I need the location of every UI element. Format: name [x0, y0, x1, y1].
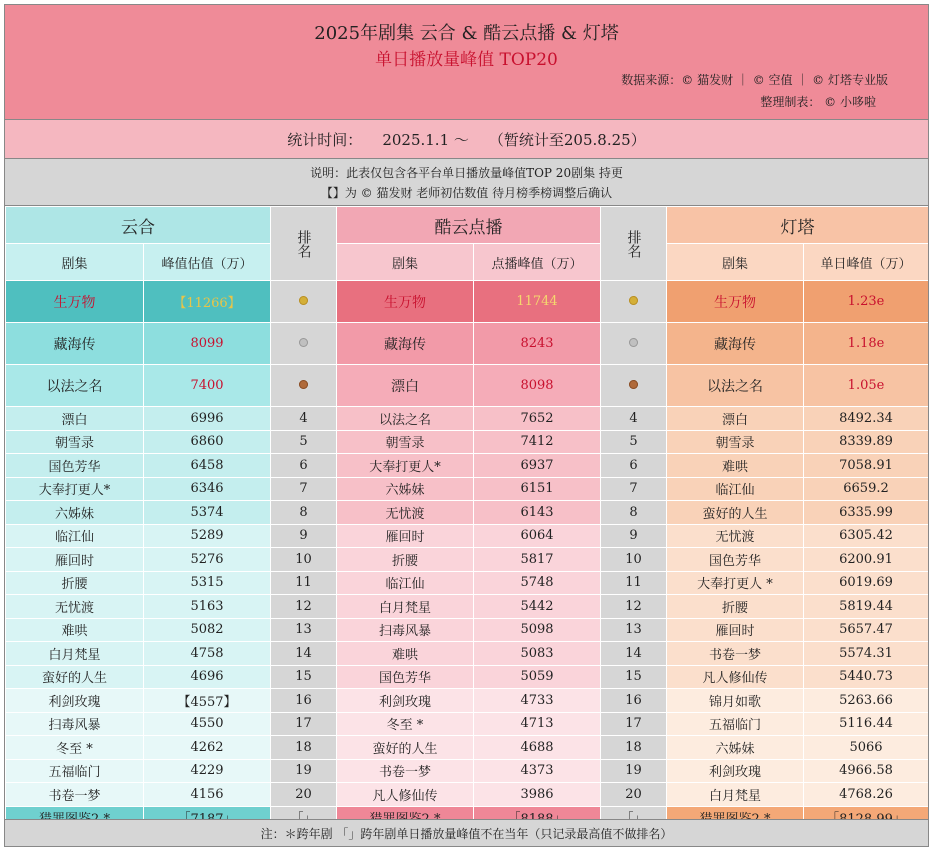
peak-value: 4156: [144, 783, 271, 807]
table-row: [6, 689, 929, 713]
peak-value: 5082: [144, 618, 271, 642]
peak-value: 8339.89: [804, 430, 929, 454]
drama-name: 临江仙: [337, 571, 474, 595]
rank-cell: 4: [271, 407, 337, 431]
col-header-drama: 剧集: [667, 244, 804, 281]
rank-cell: 7: [601, 477, 667, 501]
rank-cell: [271, 365, 337, 407]
rank-cell: 18: [601, 736, 667, 760]
peak-value: 4768.26: [804, 783, 929, 807]
drama-name: 书卷一梦: [6, 783, 144, 807]
rank-cell: 8: [601, 501, 667, 525]
peak-value: 4688: [474, 736, 601, 760]
col-header-value: 峰值估值（万）: [144, 244, 271, 281]
drama-name: 雁回时: [337, 524, 474, 548]
drama-name: 蛮好的人生: [667, 501, 804, 525]
table-row: [6, 323, 929, 365]
peak-value: 5442: [474, 595, 601, 619]
rank-cell: 4: [601, 407, 667, 431]
peak-value: 6143: [474, 501, 601, 525]
peak-value: 5289: [144, 524, 271, 548]
peak-value: 6346: [144, 477, 271, 501]
peak-value: 6019.69: [804, 571, 929, 595]
table-row: [6, 430, 929, 454]
table-row: [6, 618, 929, 642]
peak-value: 8098: [474, 365, 601, 407]
peak-value: 1.18e: [804, 323, 929, 365]
rank-header: 排名: [601, 207, 667, 281]
table-row: [6, 571, 929, 595]
drama-name: 无忧渡: [667, 524, 804, 548]
peak-value: 6937: [474, 454, 601, 478]
section-title-kuyun: 酷云点播: [337, 207, 601, 244]
rank-cell: 20: [601, 783, 667, 807]
peak-value: 6064: [474, 524, 601, 548]
rank-cell: [271, 281, 337, 323]
gold-medal-icon: [299, 296, 308, 305]
peak-value: 5276: [144, 548, 271, 572]
section-title-dengta: 灯塔: [667, 207, 929, 244]
peak-value: 1.05e: [804, 365, 929, 407]
rank-cell: 9: [271, 524, 337, 548]
rank-cell: 16: [271, 689, 337, 713]
drama-name: 临江仙: [667, 477, 804, 501]
drama-name: 凡人修仙传: [337, 783, 474, 807]
col-header-drama: 剧集: [6, 244, 144, 281]
drama-name: 生万物: [667, 281, 804, 323]
drama-name: 以法之名: [337, 407, 474, 431]
table-row: [6, 454, 929, 478]
drama-name: 以法之名: [667, 365, 804, 407]
rank-cell: 10: [271, 548, 337, 572]
peak-value: 【11266】: [144, 281, 271, 323]
drama-name: 难哄: [337, 642, 474, 666]
maker-credit: 整理制表： © 小哆啦: [760, 95, 876, 109]
col-header-value: 点播峰值（万）: [474, 244, 601, 281]
drama-name: 漂白: [6, 407, 144, 431]
peak-value: 11744: [474, 281, 601, 323]
rank-cell: 9: [601, 524, 667, 548]
rank-cell: 15: [271, 665, 337, 689]
drama-name: 藏海传: [337, 323, 474, 365]
peak-value: 6305.42: [804, 524, 929, 548]
page-title: 2025年剧集 云合 & 酷云点播 & 灯塔: [314, 23, 619, 44]
peak-value: 8243: [474, 323, 601, 365]
peak-value: 8492.34: [804, 407, 929, 431]
footer-note: 注：＊跨年剧 「」跨年剧单日播放量峰值不在当年（只记录最高值不做排名）: [5, 819, 928, 847]
peak-value: 7058.91: [804, 454, 929, 478]
stat-label: 统计时间：: [287, 130, 363, 149]
drama-name: 难哄: [667, 454, 804, 478]
drama-name: 生万物: [337, 281, 474, 323]
table-row: [6, 407, 929, 431]
peak-value: 5098: [474, 618, 601, 642]
drama-name: 冬至 *: [6, 736, 144, 760]
rank-cell: 14: [271, 642, 337, 666]
peak-value: 6659.2: [804, 477, 929, 501]
page-subtitle: 单日播放量峰值 TOP20: [375, 50, 558, 70]
peak-value: 5083: [474, 642, 601, 666]
drama-name: 无忧渡: [337, 501, 474, 525]
drama-name: 国色芳华: [6, 454, 144, 478]
peak-value: 8099: [144, 323, 271, 365]
peak-value: 【4557】: [144, 689, 271, 713]
table-row: [6, 281, 929, 323]
drama-name: 白月梵星: [337, 595, 474, 619]
drama-name: 利剑玫瑰: [6, 689, 144, 713]
drama-name: 扫毒风暴: [337, 618, 474, 642]
drama-name: 朝雪录: [337, 430, 474, 454]
peak-value: 4550: [144, 712, 271, 736]
peak-value: 6996: [144, 407, 271, 431]
drama-name: 五福临门: [667, 712, 804, 736]
table-row: [6, 783, 929, 807]
rank-cell: 10: [601, 548, 667, 572]
drama-name: 冬至 *: [337, 712, 474, 736]
peak-value: 5263.66: [804, 689, 929, 713]
section-header-row: [6, 207, 929, 244]
col-header-drama: 剧集: [337, 244, 474, 281]
drama-name: 以法之名: [6, 365, 144, 407]
drama-name: 利剑玫瑰: [337, 689, 474, 713]
table-row: [6, 524, 929, 548]
rank-cell: 12: [601, 595, 667, 619]
peak-value: 4758: [144, 642, 271, 666]
drama-name: 国色芳华: [667, 548, 804, 572]
rank-cell: [601, 365, 667, 407]
drama-name: 大奉打更人*: [337, 454, 474, 478]
peak-value: 5574.31: [804, 642, 929, 666]
drama-name: 朝雪录: [6, 430, 144, 454]
rank-cell: 11: [271, 571, 337, 595]
rank-cell: 19: [601, 759, 667, 783]
drama-name: 五福临门: [6, 759, 144, 783]
rank-cell: 7: [271, 477, 337, 501]
col-header-value: 单日峰值（万）: [804, 244, 929, 281]
peak-value: 4966.58: [804, 759, 929, 783]
ranking-table: [5, 206, 929, 830]
note-line-1: 说明：此表仅包含各平台单日播放量峰值TOP 20剧集 持更: [310, 166, 623, 180]
header: [5, 5, 928, 120]
drama-name: 折腰: [337, 548, 474, 572]
table-row: [6, 736, 929, 760]
drama-name: 蛮好的人生: [337, 736, 474, 760]
rank-cell: 18: [271, 736, 337, 760]
bronze-medal-icon: [629, 380, 638, 389]
rank-cell: [601, 323, 667, 365]
section-title-yunhe: 云合: [6, 207, 271, 244]
rank-cell: 6: [271, 454, 337, 478]
table-row: [6, 712, 929, 736]
rank-cell: 12: [271, 595, 337, 619]
stat-period: [5, 120, 928, 159]
explanation-note: [5, 159, 928, 206]
rank-cell: [271, 323, 337, 365]
peak-value: 3986: [474, 783, 601, 807]
peak-value: 6458: [144, 454, 271, 478]
peak-value: 7652: [474, 407, 601, 431]
drama-name: 雁回时: [6, 548, 144, 572]
peak-value: 5163: [144, 595, 271, 619]
drama-name: 六姊妹: [6, 501, 144, 525]
column-header-row: [6, 244, 929, 281]
rank-cell: [601, 281, 667, 323]
drama-name: 利剑玫瑰: [667, 759, 804, 783]
note-line-2: 【】为 © 猫发财 老师初估数值 待月榜季榜调整后确认: [320, 186, 613, 200]
drama-name: 白月梵星: [667, 783, 804, 807]
peak-value: 4373: [474, 759, 601, 783]
drama-name: 蛮好的人生: [6, 665, 144, 689]
ranking-sheet: [4, 4, 929, 847]
drama-name: 国色芳华: [337, 665, 474, 689]
drama-name: 凡人修仙传: [667, 665, 804, 689]
peak-value: 6151: [474, 477, 601, 501]
drama-name: 无忧渡: [6, 595, 144, 619]
rank-cell: 6: [601, 454, 667, 478]
drama-name: 折腰: [6, 571, 144, 595]
rank-cell: 11: [601, 571, 667, 595]
drama-name: 藏海传: [6, 323, 144, 365]
table-row: [6, 759, 929, 783]
drama-name: 大奉打更人 *: [667, 571, 804, 595]
drama-name: 大奉打更人*: [6, 477, 144, 501]
rank-cell: 13: [271, 618, 337, 642]
peak-value: 5315: [144, 571, 271, 595]
peak-value: 4696: [144, 665, 271, 689]
drama-name: 漂白: [667, 407, 804, 431]
table-row: [6, 595, 929, 619]
peak-value: 5116.44: [804, 712, 929, 736]
table-row: [6, 365, 929, 407]
peak-value: 6860: [144, 430, 271, 454]
silver-medal-icon: [299, 338, 308, 347]
drama-name: 雁回时: [667, 618, 804, 642]
rank-cell: 17: [601, 712, 667, 736]
table-row: [6, 477, 929, 501]
table-row: [6, 501, 929, 525]
rank-header: 排名: [271, 207, 337, 281]
drama-name: 漂白: [337, 365, 474, 407]
peak-value: 6200.91: [804, 548, 929, 572]
peak-value: 5819.44: [804, 595, 929, 619]
drama-name: 朝雪录: [667, 430, 804, 454]
rank-cell: 8: [271, 501, 337, 525]
stat-note: （暂统计至205.8.25）: [488, 130, 646, 149]
drama-name: 临江仙: [6, 524, 144, 548]
drama-name: 六姊妹: [337, 477, 474, 501]
drama-name: 折腰: [667, 595, 804, 619]
rank-cell: 19: [271, 759, 337, 783]
peak-value: 4262: [144, 736, 271, 760]
data-source: 数据来源：© 猫发财 ｜ © 空值 ｜ © 灯塔专业版: [621, 73, 888, 87]
rank-cell: 15: [601, 665, 667, 689]
peak-value: 5817: [474, 548, 601, 572]
drama-name: 白月梵星: [6, 642, 144, 666]
rank-cell: 14: [601, 642, 667, 666]
peak-value: 4733: [474, 689, 601, 713]
silver-medal-icon: [629, 338, 638, 347]
rank-cell: 17: [271, 712, 337, 736]
peak-value: 6335.99: [804, 501, 929, 525]
drama-name: 藏海传: [667, 323, 804, 365]
gold-medal-icon: [629, 296, 638, 305]
peak-value: 7400: [144, 365, 271, 407]
drama-name: 生万物: [6, 281, 144, 323]
peak-value: 5748: [474, 571, 601, 595]
peak-value: 7412: [474, 430, 601, 454]
stat-range: 2025.1.1 ～: [382, 130, 469, 149]
drama-name: 扫毒风暴: [6, 712, 144, 736]
table-row: [6, 642, 929, 666]
drama-name: 六姊妹: [667, 736, 804, 760]
peak-value: 5657.47: [804, 618, 929, 642]
peak-value: 5059: [474, 665, 601, 689]
peak-value: 5374: [144, 501, 271, 525]
rank-cell: 5: [601, 430, 667, 454]
drama-name: 书卷一梦: [667, 642, 804, 666]
peak-value: 4713: [474, 712, 601, 736]
rank-cell: 20: [271, 783, 337, 807]
drama-name: 锦月如歌: [667, 689, 804, 713]
peak-value: 4229: [144, 759, 271, 783]
peak-value: 1.23e: [804, 281, 929, 323]
rank-cell: 5: [271, 430, 337, 454]
rank-cell: 16: [601, 689, 667, 713]
peak-value: 5066: [804, 736, 929, 760]
rank-cell: 13: [601, 618, 667, 642]
drama-name: 书卷一梦: [337, 759, 474, 783]
table-row: [6, 548, 929, 572]
table-row: [6, 665, 929, 689]
peak-value: 5440.73: [804, 665, 929, 689]
drama-name: 难哄: [6, 618, 144, 642]
bronze-medal-icon: [299, 380, 308, 389]
